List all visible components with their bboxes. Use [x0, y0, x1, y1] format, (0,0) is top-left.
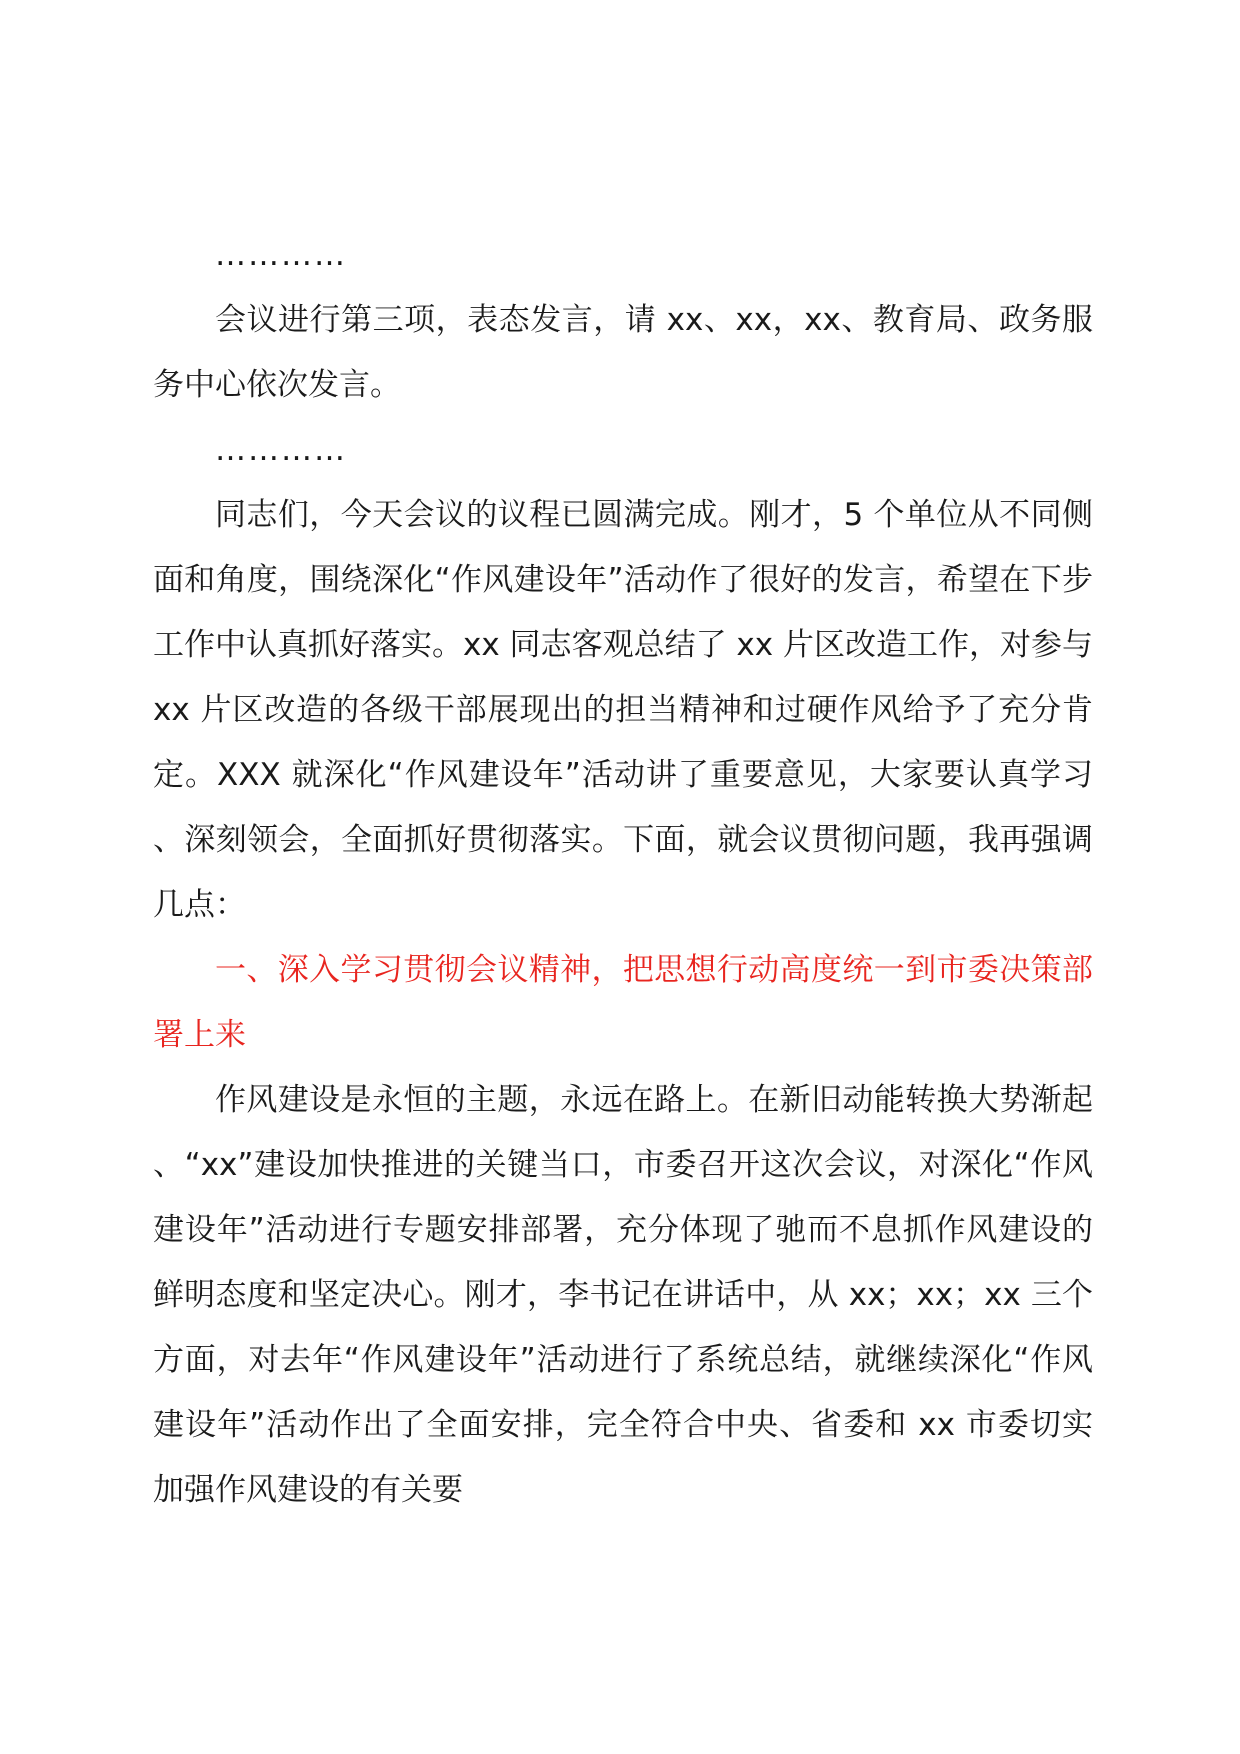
ellipsis-line: …………	[215, 237, 347, 273]
paragraph-section-1-body: 作风建设是永恒的主题，永远在路上。在新旧动能转换大势渐起、“xx”建设加快推进的关键当口，市委召开这次会议，对深化“作风建设年”活动进行专题安排部署，充分体现了驰而不息抓作风建设的鲜明态度和坚定决心。刚才，李书记在讲话中，从 xx；xx；xx 三个方面，对去年“作风建设年”活动进行了系统总结，就继续深化“作风建设年”活动作出了全面安排，完全符合中央、省委和 xx 市委切实加强作风建设的有关要	[153, 1082, 1093, 1508]
ellipsis-line: …………	[215, 432, 347, 468]
document-body	[153, 223, 1093, 1523]
paragraph-speeches: 会议进行第三项，表态发言，请 xx、xx，xx、教育局、政务服务中心依次发言。	[153, 302, 1093, 403]
section-heading-1: 一、深入学习贯彻会议精神，把思想行动高度统一到市委决策部署上来	[153, 952, 1093, 1053]
paragraph-summary: 同志们，今天会议的议程已圆满完成。刚才，5 个单位从不同侧面和角度，围绕深化“作风建设年”活动作了很好的发言，希望在下步工作中认真抓好落实。xx 同志客观总结了 xx 片区改造工作，对参与 xx 片区改造的各级干部展现出的担当精神和过硬作风给予了充分肯定。XXX 就深化“作风建设年”活动讲了重要意见，大家要认真学习、深刻领会，全面抓好贯彻落实。下面，就会议贯彻问题，我再强调几点：	[153, 497, 1093, 923]
